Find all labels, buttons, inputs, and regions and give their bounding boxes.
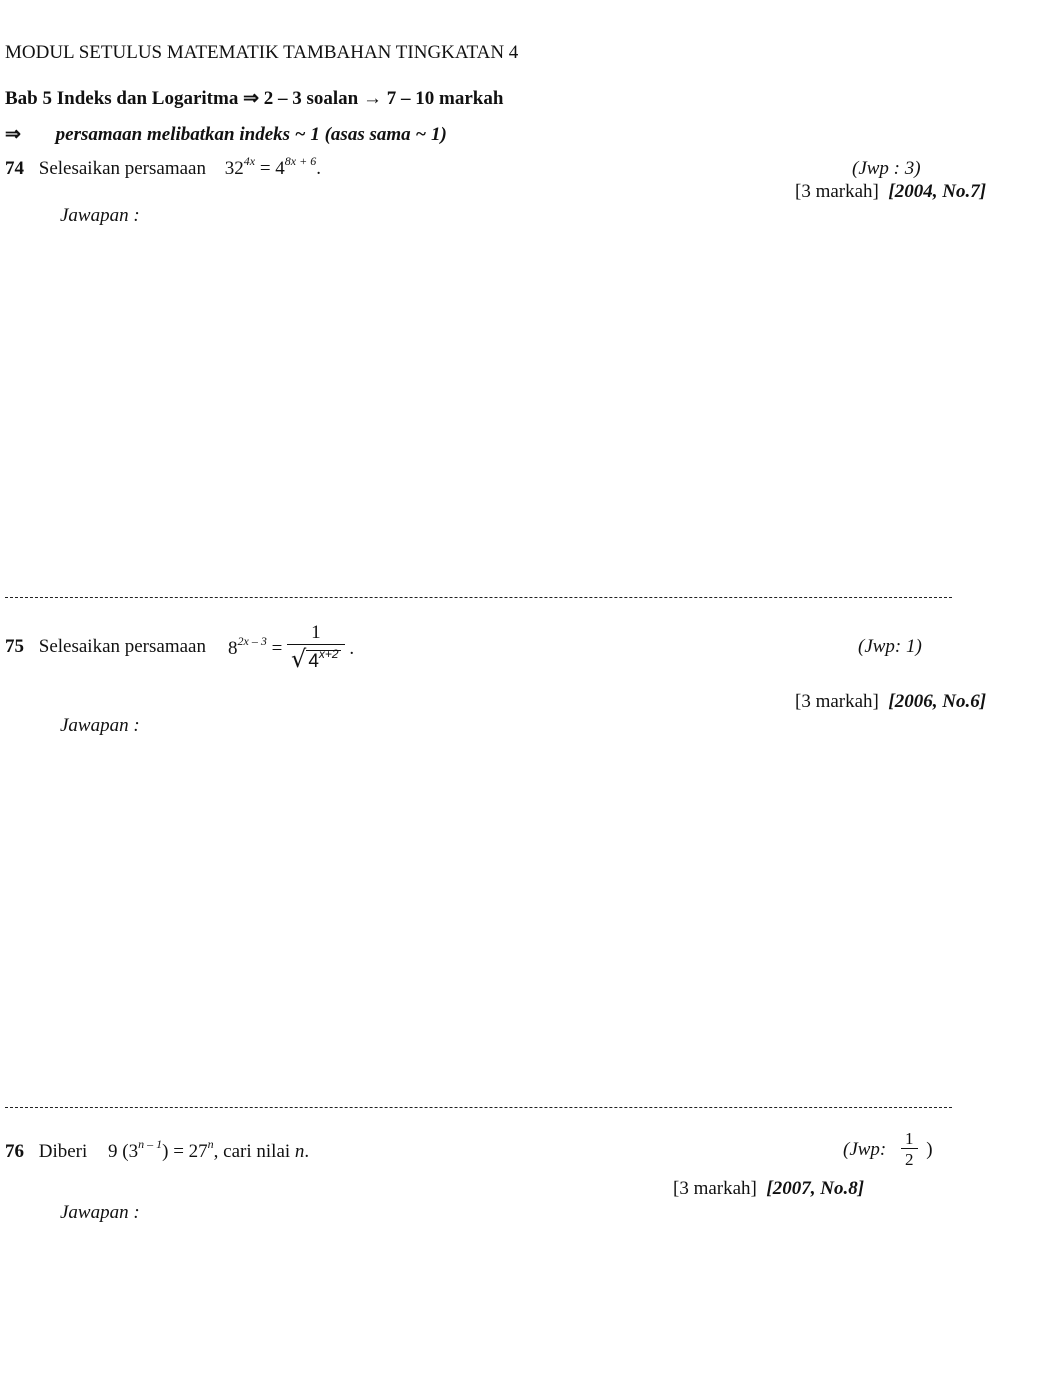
module-title: MODUL SETULUS MATEMATIK TAMBAHAN TINGKATAN 4 <box>5 42 519 63</box>
topic-text: persamaan melibatkan indeks ~ 1 (asas sama ~ 1) <box>55 124 447 145</box>
implies-arrow-icon: ⇒ <box>5 124 21 145</box>
question-number: 76 <box>5 1141 24 1162</box>
answer-fraction: $\frac{1}{2}$ <box>901 1130 918 1169</box>
divider <box>5 1107 952 1108</box>
jawapan-label: Jawapan : <box>60 1202 140 1223</box>
question-number: 74 <box>5 158 24 179</box>
question-74 <box>5 154 321 180</box>
topic-line <box>5 123 447 146</box>
question-number: 75 <box>5 636 24 657</box>
marks-source: [3 markah] [2006, No.6] <box>795 691 987 712</box>
equation: $32^{4x} = 4^{8x + 6}$. <box>224 154 321 179</box>
question-75 <box>5 636 206 658</box>
divider <box>5 597 952 598</box>
equation: 9 $(3^{n - 1}) = 27^n$, cari nilai n. <box>108 1137 310 1162</box>
question-76 <box>5 1137 310 1163</box>
square-root-icon: √ <box>291 645 307 673</box>
jawapan-label: Jawapan : <box>60 715 140 736</box>
answer-hint: (Jwp : 3) <box>852 158 921 179</box>
equation: $8^{2x - 3}$ = $\frac{1}{√ 4^{x+2}}$ . <box>228 622 355 673</box>
answer-hint: (Jwp: $\frac{1}{2}$ ) <box>843 1129 933 1169</box>
question-prompt: Selesaikan persamaan <box>38 158 206 179</box>
question-prompt: Diberi <box>38 1141 88 1162</box>
question-prompt: Selesaikan persamaan <box>38 636 206 657</box>
answer-hint: (Jwp: 1) <box>858 636 922 657</box>
marks-source: [3 markah] [2007, No.8] <box>673 1178 865 1199</box>
marks-source: [3 markah] [2004, No.7] <box>795 181 987 202</box>
chapter-line: Bab 5 Indeks dan Logaritma ⇒ 2 – 3 soalan → 7 – 10 markah <box>5 88 504 109</box>
fraction: $\frac{1}{√ 4^{x+2}}$ <box>287 622 345 675</box>
jawapan-label: Jawapan : <box>60 205 140 226</box>
